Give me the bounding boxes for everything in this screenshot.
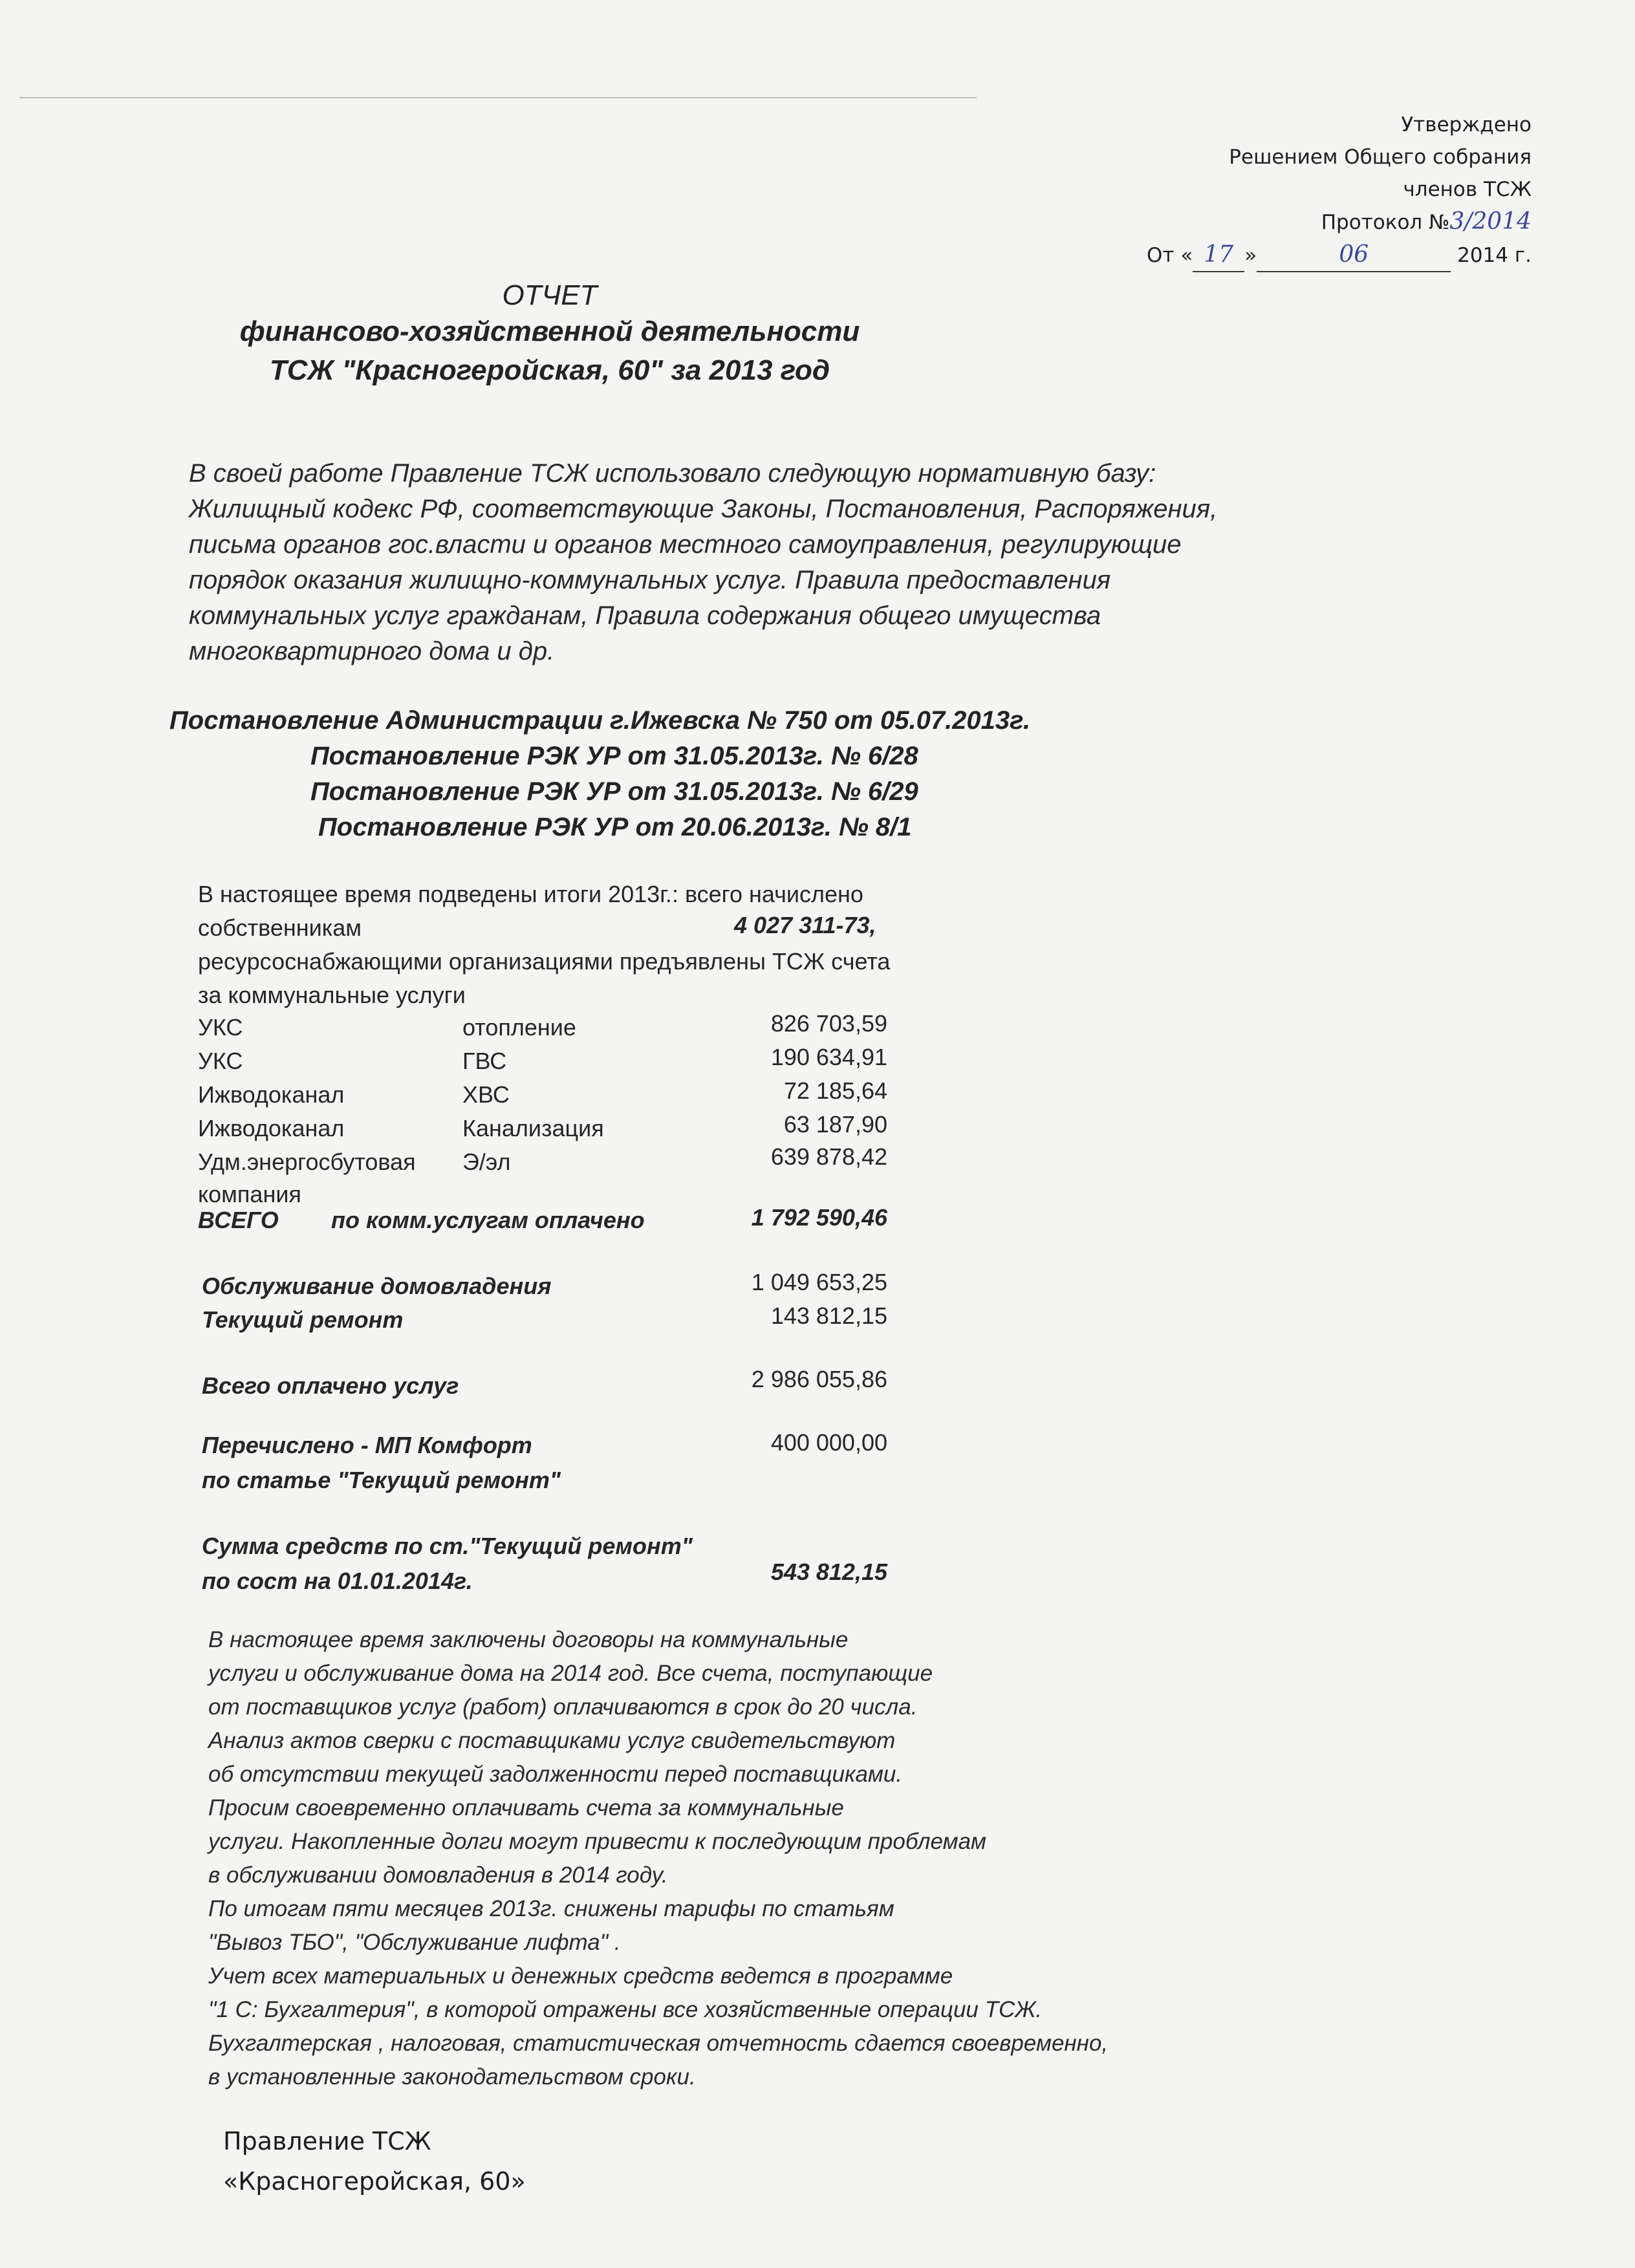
utility-amount: 72 185,64 — [783, 1077, 887, 1104]
closing-line: Анализ актов сверки с поставщиками услуг свидетельствуют — [208, 1728, 896, 1753]
closing-line: Просим своевременно оплачивать счета за коммунальные — [208, 1795, 844, 1820]
closing-line: в установленные законодательством сроки. — [208, 2064, 696, 2090]
utility-amount: 826 703,59 — [770, 1010, 887, 1037]
intro-line: В своей работе Правление ТСЖ использовало следующую нормативную базу: — [189, 459, 1156, 488]
utility-service: ХВС — [462, 1081, 510, 1108]
transfer-amount: 400 000,00 — [770, 1429, 887, 1456]
date-month-handwritten: 06 — [1257, 239, 1451, 272]
protocol-label: Протокол № — [1321, 211, 1450, 234]
repair-amount: 143 812,15 — [770, 1302, 887, 1329]
paid-label: Всего оплачено услуг — [202, 1372, 459, 1399]
owners-amount: 4 027 311-73, — [734, 912, 876, 938]
closing-line: По итогам пяти месяцев 2013г. снижены тарифы по статьям — [208, 1896, 894, 1921]
closing-paragraph — [208, 1623, 1108, 2094]
intro-line: письма органов гос.власти и органов местного самоуправления, регулирующие — [189, 530, 1182, 559]
utility-provider: УКС — [198, 1014, 243, 1041]
date-from-label: От « — [1147, 244, 1193, 267]
utility-provider-cont: компания — [198, 1181, 301, 1207]
signature-line-1: Правление ТСЖ — [223, 2127, 431, 2155]
top-divider — [19, 97, 977, 98]
date-year: 2014 г. — [1457, 244, 1532, 267]
decree-line: Постановление РЭК УР от 20.06.2013г. № 8/1 — [318, 813, 912, 841]
date-day-handwritten: 17 — [1193, 239, 1244, 272]
intro-line: коммунальных услуг гражданам, Правила содержания общего имущества — [189, 601, 1101, 630]
signature-block — [223, 2121, 526, 2201]
closing-line: Бухгалтерская , налоговая, статистическая отчетность сдается своевременно, — [208, 2031, 1109, 2056]
utility-provider: Ижводоканал — [198, 1115, 345, 1141]
summary-line-4: за коммунальные услуги — [198, 982, 466, 1008]
total-label: ВСЕГО — [198, 1207, 279, 1233]
closing-line: об отсутствии текущей задолженности перед поставщиками. — [208, 1762, 903, 1787]
report-title: ОТЧЕТ — [502, 279, 598, 311]
total-amount: 1 792 590,46 — [751, 1204, 887, 1231]
utility-service: отопление — [462, 1014, 576, 1041]
closing-line: "Вывоз ТБО", "Обслуживание лифта" . — [208, 1930, 621, 1955]
paid-amount: 2 986 055,86 — [751, 1366, 887, 1392]
closing-line: "1 С: Бухгалтерия", в которой отражены все хозяйственные операции ТСЖ. — [208, 1997, 1043, 2022]
balance-label-1: Сумма средств по ст."Текущий ремонт" — [202, 1533, 693, 1559]
closing-line: услуги и обслуживание дома на 2014 год. Все счета, поступающие — [208, 1661, 933, 1686]
repair-label: Текущий ремонт — [202, 1306, 404, 1333]
utility-provider: Ижводоканал — [198, 1081, 345, 1108]
maintenance-label: Обслуживание домовладения — [202, 1273, 552, 1299]
summary-line-1: В настоящее время подведены итоги 2013г.: всего начислено — [198, 881, 863, 907]
utility-provider: Удм.энергосбутовая — [198, 1149, 416, 1175]
signature-line-2: «Красногеройская, 60» — [223, 2167, 526, 2196]
report-subtitle-2: ТСЖ "Красногеройская, 60" за 2013 год — [269, 354, 830, 386]
approval-line-3: членов ТСЖ — [1403, 178, 1532, 201]
utility-service: ГВС — [462, 1048, 507, 1074]
summary-line-3: ресурсоснабжающими организациями предъявлены ТСЖ счета — [198, 948, 891, 975]
decree-line: Постановление Администрации г.Ижевска № 750 от 05.07.2013г. — [169, 706, 1031, 735]
utility-provider: УКС — [198, 1048, 243, 1074]
intro-line: Жилищный кодекс РФ, соответствующие Законы, Постановления, Распоряжения, — [189, 495, 1218, 523]
owners-label: собственникам — [198, 914, 362, 941]
intro-line: порядок оказания жилищно-коммунальных услуг. Правила предоставления — [189, 566, 1111, 594]
utility-amount: 63 187,90 — [783, 1111, 887, 1138]
transfer-label-2: по статье "Текущий ремонт" — [202, 1467, 561, 1493]
closing-line: услуги. Накопленные долги могут привести к последующим проблемам — [208, 1829, 987, 1854]
date-mid: » — [1244, 244, 1257, 267]
utility-service: Канализация — [462, 1115, 604, 1141]
total-description: по комм.услугам оплачено — [331, 1207, 645, 1233]
intro-paragraph — [189, 456, 1418, 669]
utility-amount: 639 878,42 — [770, 1143, 887, 1170]
intro-line: многоквартирного дома и др. — [189, 637, 555, 665]
utility-service: Э/эл — [462, 1149, 511, 1175]
closing-line: Учет всех материальных и денежных средств ведется в программе — [208, 1963, 953, 1989]
utility-amount: 190 634,91 — [770, 1044, 887, 1070]
transfer-label-1: Перечислено - МП Комфорт — [202, 1432, 532, 1458]
closing-line: от поставщиков услуг (работ) оплачиваются в срок до 20 числа. — [208, 1694, 918, 1720]
maintenance-amount: 1 049 653,25 — [751, 1269, 887, 1295]
closing-line: В настоящее время заключены договоры на коммунальные — [208, 1627, 849, 1652]
report-subtitle-1: финансово-хозяйственной деятельности — [239, 316, 860, 347]
protocol-number-handwritten: 3/2014 — [1449, 208, 1532, 235]
closing-line: в обслуживании домовладения в 2014 году. — [208, 1863, 668, 1888]
approval-line-1: Утверждено — [1401, 113, 1532, 136]
decree-line: Постановление РЭК УР от 31.05.2013г. № 6/29 — [310, 777, 918, 806]
balance-amount: 543 812,15 — [770, 1559, 887, 1585]
protocol-line — [1147, 206, 1532, 239]
decree-line: Постановление РЭК УР от 31.05.2013г. № 6/28 — [310, 742, 918, 770]
approval-line-2: Решением Общего собрания — [1229, 146, 1532, 169]
approval-block — [1147, 109, 1532, 272]
balance-label-2: по сост на 01.01.2014г. — [202, 1568, 473, 1594]
date-line — [1147, 239, 1532, 272]
